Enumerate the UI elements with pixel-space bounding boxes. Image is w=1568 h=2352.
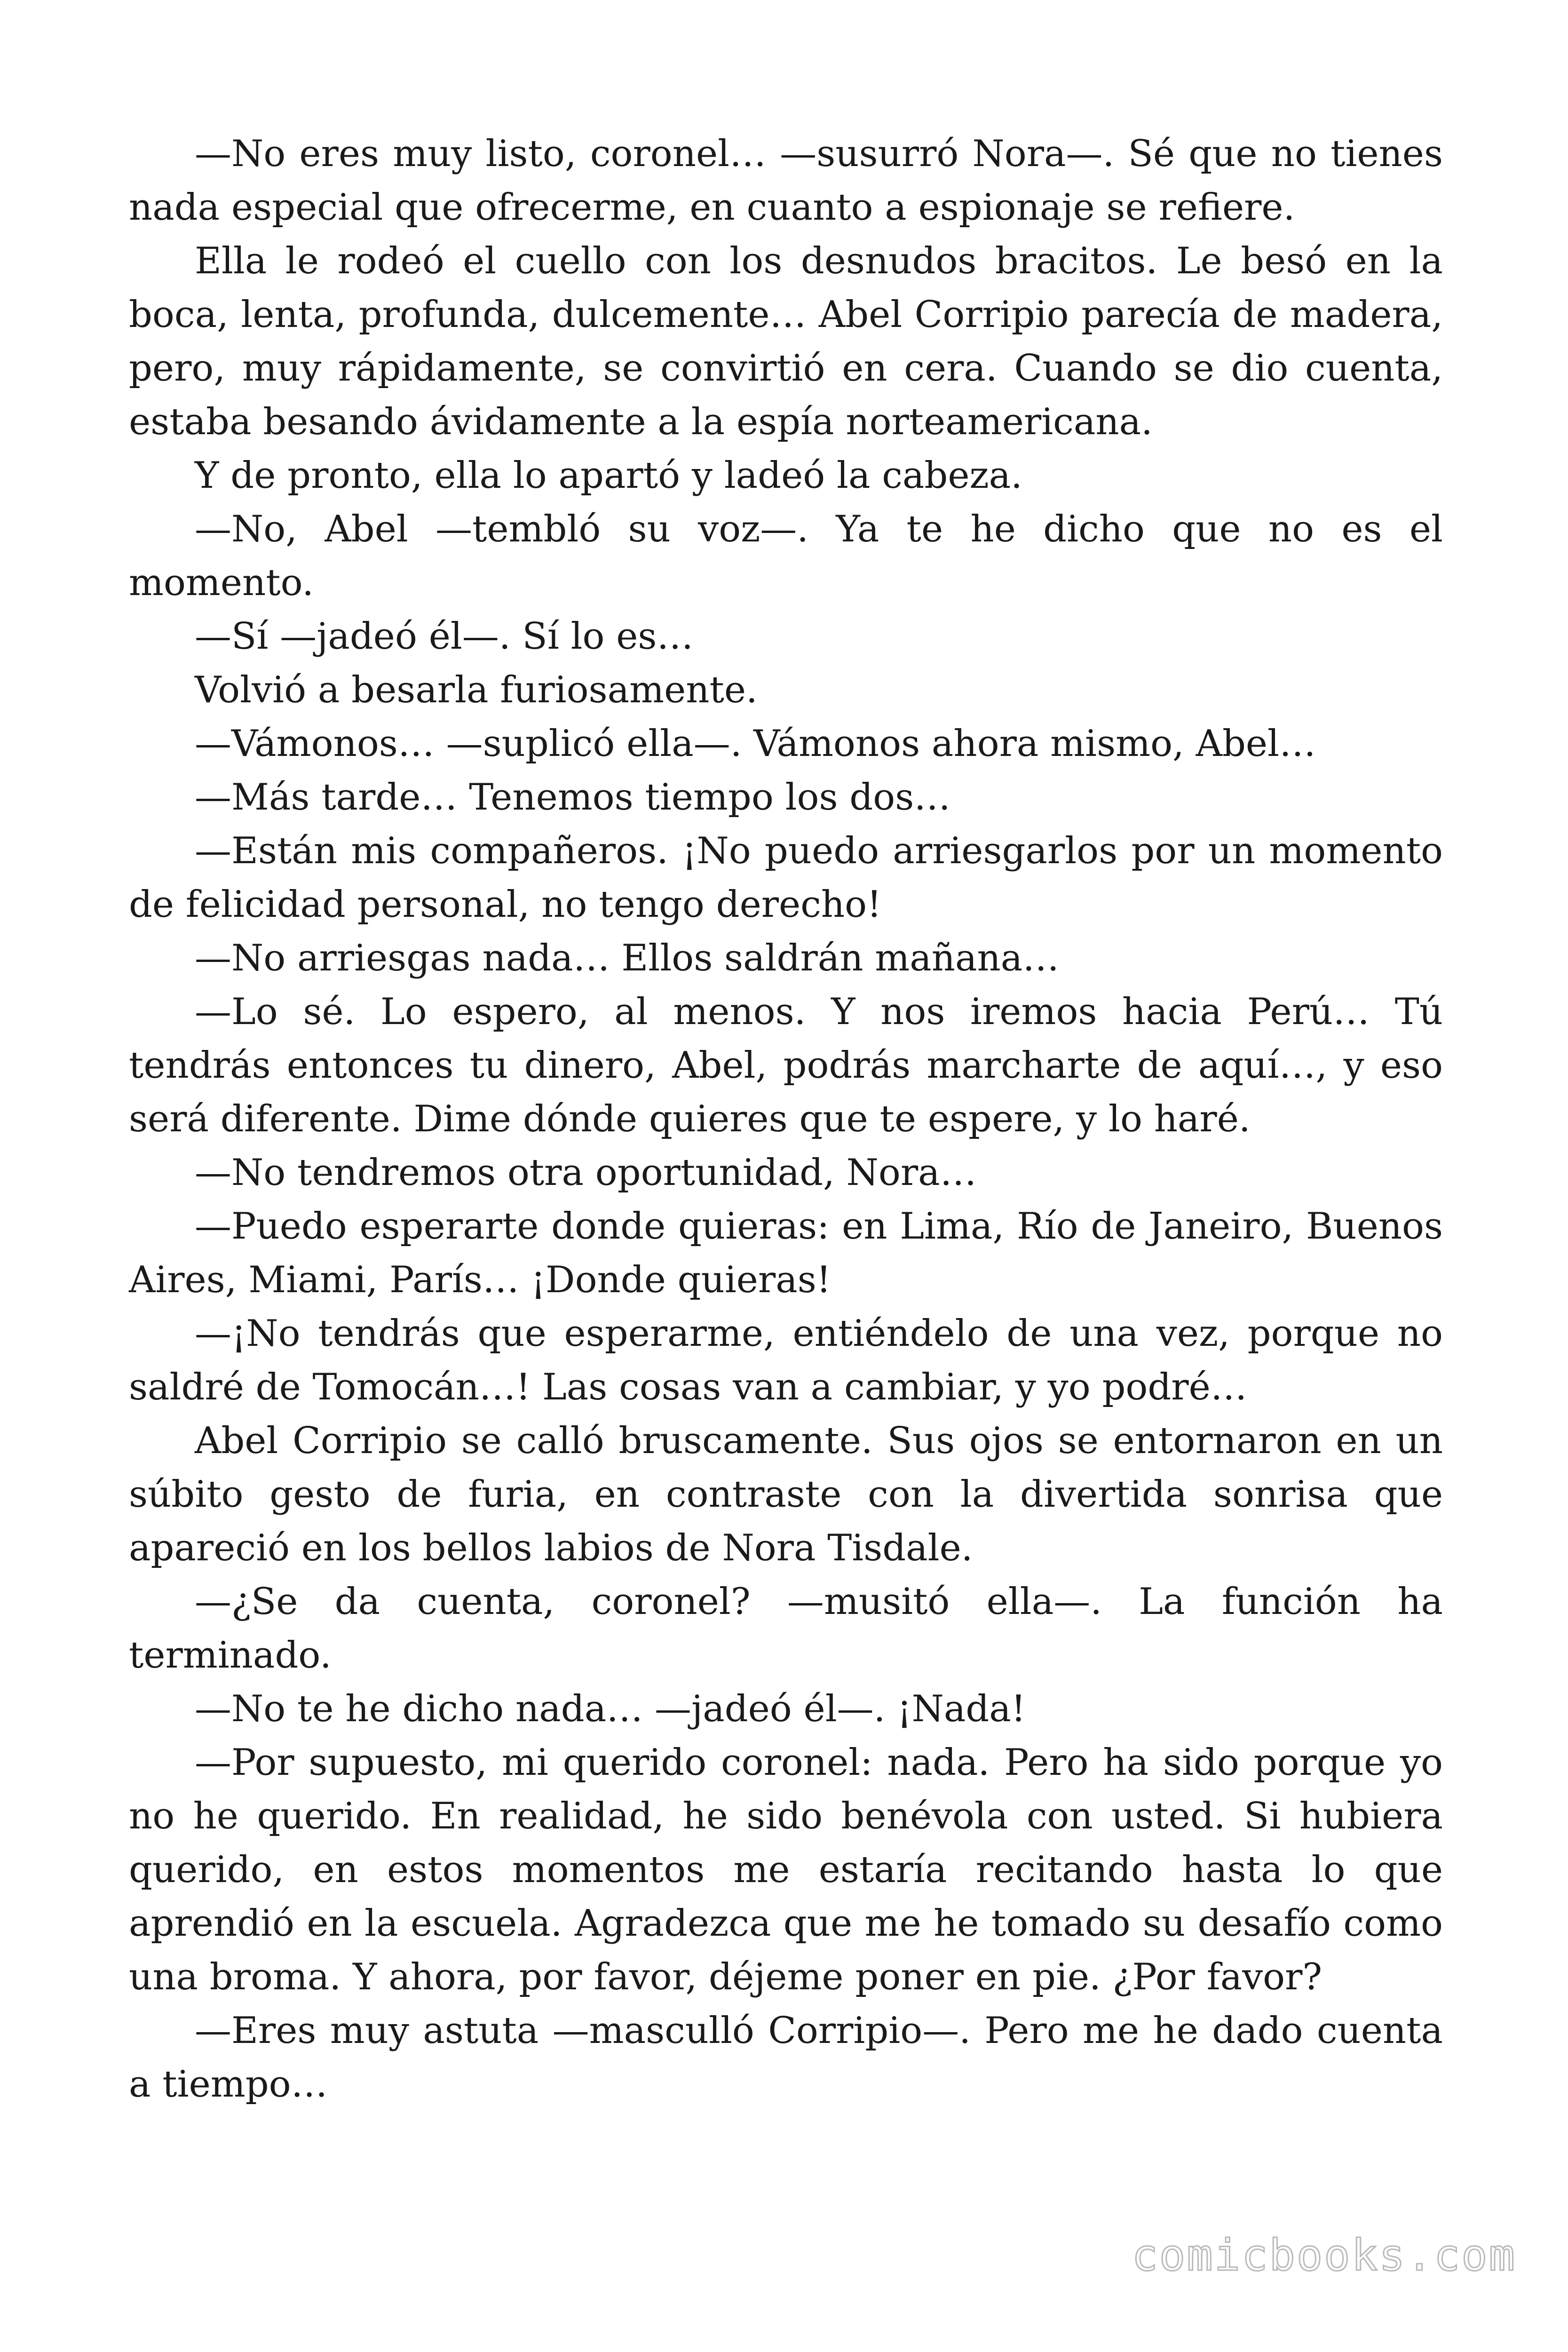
paragraph: Volvió a besarla furiosamente. bbox=[195, 669, 758, 711]
page-body-text bbox=[129, 127, 1443, 2111]
paragraph: —Vámonos… —suplicó ella—. Vámonos ahora mismo, Abel… bbox=[195, 723, 1316, 765]
paragraph: —Lo sé. Lo espero, al menos. Y nos iremos hacia Perú… Tú tendrás entonces tu dinero, Abel, podrás marcharte de aquí…, y eso será diferente. Dime dónde quieres que te espere, y lo haré. bbox=[129, 991, 1443, 1140]
paragraph: Abel Corripio se calló bruscamente. Sus ojos se entornaron en un súbito gesto de furia, en contraste con la divertida sonrisa que apareció en los bellos labios de Nora Tisdale. bbox=[129, 1420, 1443, 1569]
paragraph: —No te he dicho nada… —jadeó él—. ¡Nada! bbox=[195, 1688, 1026, 1730]
paragraph: —Sí —jadeó él—. Sí lo es… bbox=[195, 615, 694, 658]
paragraph: Ella le rodeó el cuello con los desnudos bracitos. Le besó en la boca, lenta, profunda, dulcemente… Abel Corripio parecía de madera, pero, muy rápidamente, se convirtió en cera. Cuando se dio cuenta, estaba besando ávidamente a la espía norteamericana. bbox=[129, 240, 1443, 443]
paragraph: —No, Abel —tembló su voz—. Ya te he dicho que no es el momento. bbox=[129, 508, 1443, 604]
paragraph: —¿Se da cuenta, coronel? —musitó ella—. La función ha terminado. bbox=[129, 1581, 1443, 1677]
paragraph: Y de pronto, ella lo apartó y ladeó la cabeza. bbox=[195, 454, 1022, 497]
paragraph: —Eres muy astuta —masculló Corripio—. Pero me he dado cuenta a tiempo… bbox=[129, 2010, 1443, 2106]
paragraph: —¡No tendrás que esperarme, entiéndelo de una vez, porque no saldré de Tomocán…! Las cosas van a cambiar, y yo podré… bbox=[129, 1312, 1443, 1408]
paragraph: —Puedo esperarte donde quieras: en Lima, Río de Janeiro, Buenos Aires, Miami, París… ¡Donde quieras! bbox=[129, 1205, 1443, 1301]
paragraph: —Por supuesto, mi querido coronel: nada. Pero ha sido porque yo no he querido. En realidad, he sido benévola con usted. Si hubiera querido, en estos momentos me estaría recitando hasta lo que aprendió en la escuela. Agradezca que me he tomado su desafío como una broma. Y ahora, por favor, déjeme poner en pie. ¿Por favor? bbox=[129, 1741, 1443, 1998]
paragraph: —No arriesgas nada… Ellos saldrán mañana… bbox=[195, 937, 1060, 979]
watermark: comicbooks.com bbox=[1132, 2230, 1516, 2280]
paragraph: —No eres muy listo, coronel… —susurró Nora—. Sé que no tienes nada especial que ofrecerme, en cuanto a espionaje se refiere. bbox=[129, 133, 1443, 229]
paragraph: —Están mis compañeros. ¡No puedo arriesgarlos por un momento de felicidad personal, no tengo derecho! bbox=[129, 830, 1443, 926]
paragraph: —No tendremos otra oportunidad, Nora… bbox=[195, 1152, 977, 1194]
paragraph: —Más tarde… Tenemos tiempo los dos… bbox=[195, 776, 951, 818]
